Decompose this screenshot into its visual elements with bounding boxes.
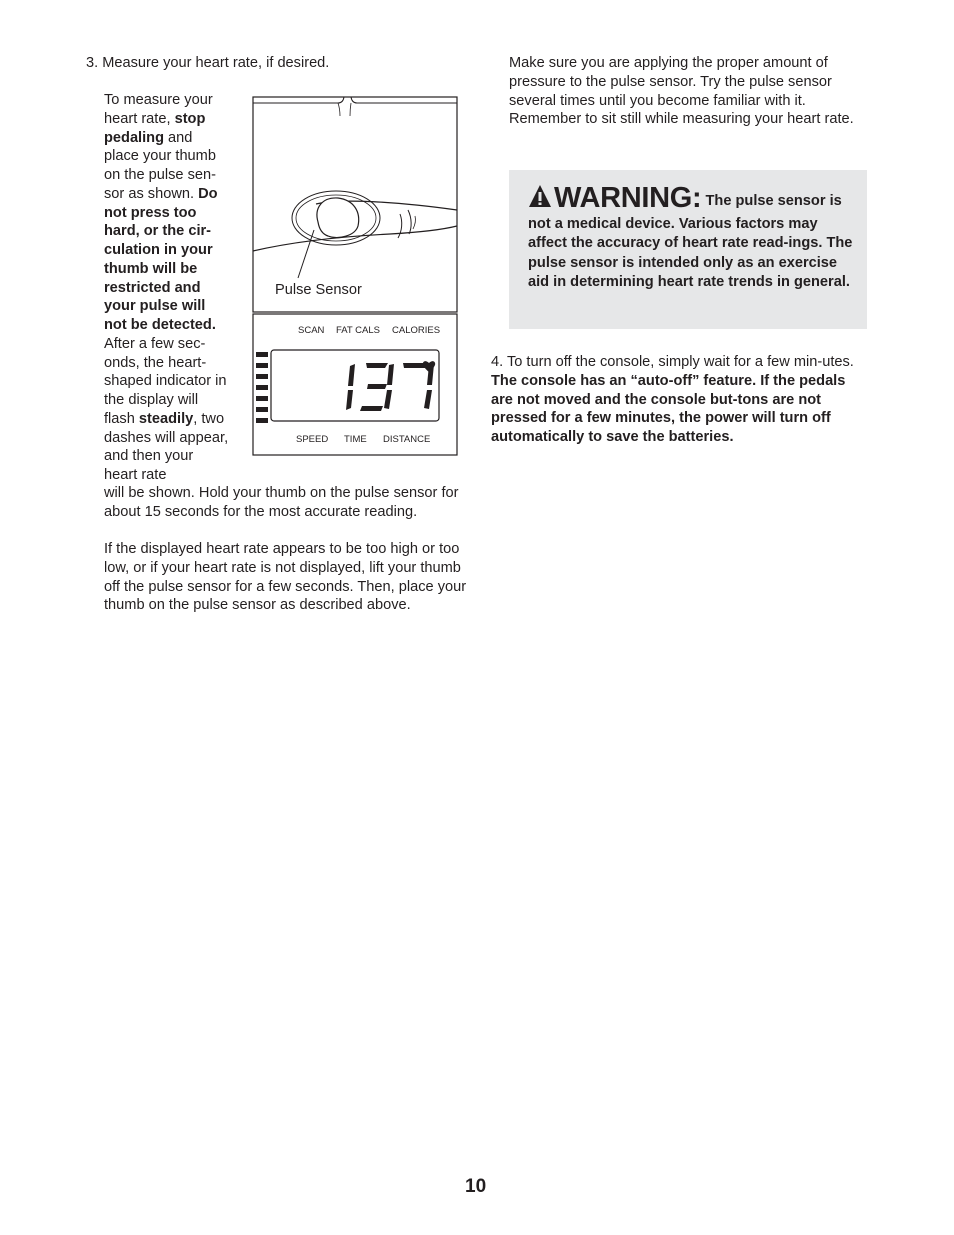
- emphasis-text: steadily: [138, 410, 194, 427]
- pressure-tips-paragraph: Make sure you are applying the proper amount of pressure to the pulse sensor. Try the pulse sensor several times until you become familiar with it. Remember to sit still while measuring your heart rate.: [509, 55, 854, 128]
- emphasis-text: Do not press too hard, or the cir-culation in your thumb will be restricted and your pulse will not be detected.: [104, 185, 218, 333]
- lcd-value-text: 137: [276, 394, 278, 395]
- console-panel: [253, 97, 457, 312]
- lcd-heart-rate-value: [346, 363, 434, 411]
- body-text: and place your thumb on the pulse sen-sor as shown.: [104, 129, 216, 202]
- pulse-sensor-label: Pulse Sensor: [275, 282, 362, 298]
- lcd-label-time: TIME: [344, 434, 367, 445]
- lcd-label-speed: SPEED: [296, 434, 329, 445]
- lcd-label-fat-cals: FAT CALS: [336, 325, 380, 336]
- program-indicator-bars: [256, 352, 268, 423]
- step-number: 3.: [86, 55, 99, 71]
- lcd-label-distance: DISTANCE: [383, 434, 431, 445]
- warning-box: [509, 170, 867, 329]
- warning-triangle-icon: [528, 184, 552, 215]
- lcd-label-scan: SCAN: [298, 325, 325, 336]
- warning-text: [528, 184, 853, 293]
- warning-title: WARNING:: [554, 182, 702, 214]
- step-number: 4.: [491, 354, 504, 370]
- page-number: 10: [465, 1176, 487, 1197]
- step-title: Measure your heart rate, if desired.: [102, 55, 330, 71]
- step-4-text: To turn off the console, simply wait for a few min-utes.: [506, 354, 854, 370]
- emphasis-text: stop pedaling: [104, 110, 206, 146]
- lcd-screen: [271, 350, 439, 421]
- console-diagram: [240, 94, 462, 465]
- lcd-label-calories: CALORIES: [392, 325, 441, 336]
- step-3-heading: [86, 54, 329, 73]
- warning-body: The pulse sensor is not a medical device. Various factors may affect the accuracy of heart rate read-ings. The pulse sensor is intended only as an exercise aid in determining heart rate trends in general.: [528, 193, 853, 290]
- step-3-troubleshooting-paragraph: If the displayed heart rate appears to be too high or too low, or if your heart rate is not displayed, lift your thumb off the pulse sensor for a few seconds. Then, place your thumb on the pulse sensor as described above.: [104, 541, 467, 614]
- body-text: , two dashes will appear, and then your heart rate: [104, 410, 229, 483]
- body-text: After a few sec-onds, the heart-shaped indicator in the display will flash: [104, 335, 227, 427]
- step-3-paragraph-continued: will be shown. Hold your thumb on the pulse sensor for about 15 seconds for the most accurate reading.: [104, 485, 459, 520]
- step-3-paragraph: [104, 91, 230, 485]
- step-4-bold-text: The console has an “auto-off” feature. If the pedals are not moved and the console but-tons are not pressed for a few minutes, the power will turn off automatically to save the batteries.: [491, 372, 846, 445]
- step-4-paragraph: [491, 353, 863, 447]
- body-text: To measure your heart rate,: [104, 92, 213, 127]
- thumbnail: [317, 198, 359, 238]
